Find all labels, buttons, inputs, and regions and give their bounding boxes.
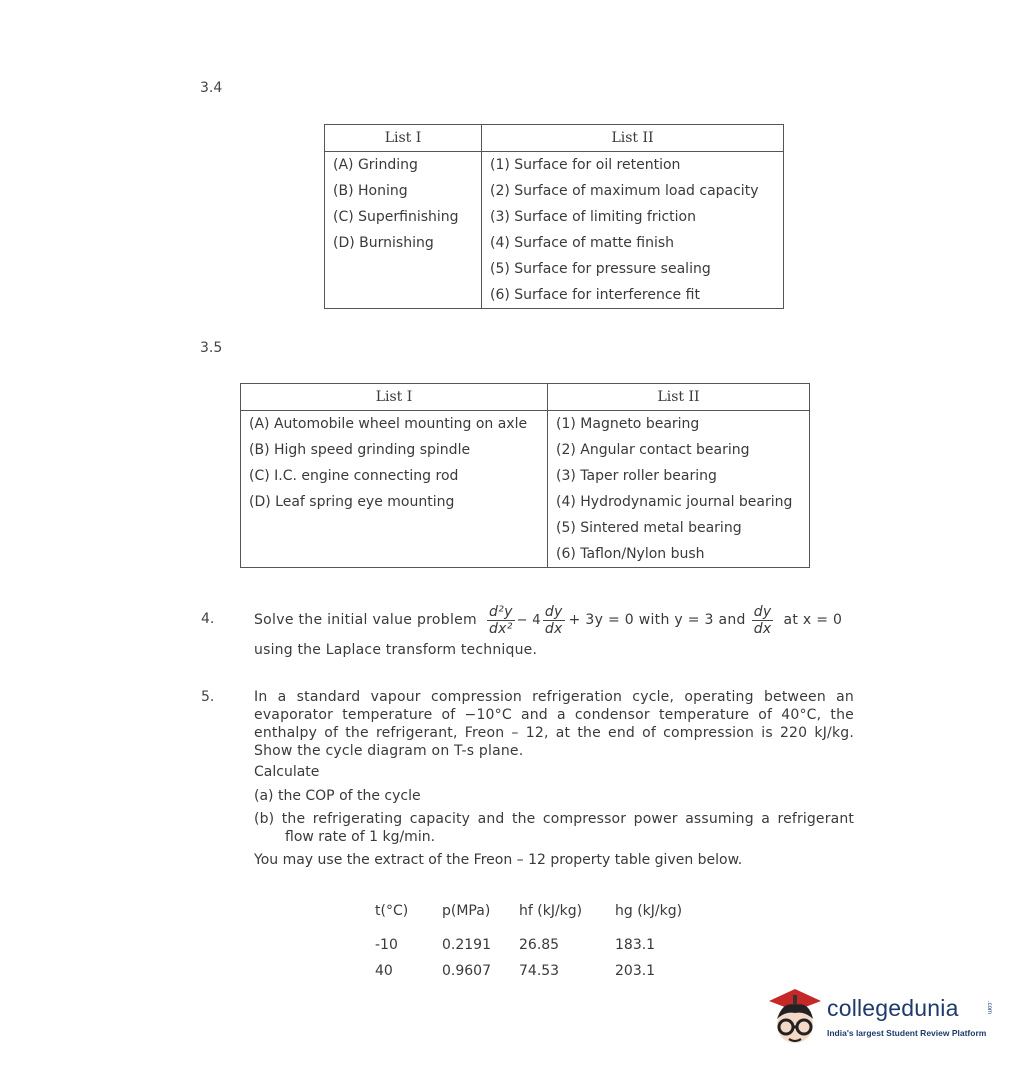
question-number-3-4: 3.4 [200,80,223,96]
question-4-equation [254,598,842,642]
part-b-line1: (b) the refrigerating capacity and the compressor power assuming a refrigerant [254,811,854,827]
fraction-denominator: dx² [488,620,513,637]
calculate-label: Calculate [254,764,320,780]
table-cell: -10 [375,937,398,953]
list1-item: (A) Automobile wheel mounting on axle [241,411,548,438]
table-cell: 40 [375,963,393,979]
table-cell: 26.85 [519,937,560,953]
equation-term: − 4 [516,612,541,628]
list2-item: (3) Taper roller bearing [556,468,717,484]
list2-item: (2) Surface of maximum load capacity [490,183,759,199]
table-row [241,411,810,438]
table-cell: 203.1 [615,963,656,979]
question-5-paragraph [254,688,854,760]
table-note: You may use the extract of the Freon – 12 property table given below. [254,852,743,868]
table-row [241,437,810,463]
question-number-4: 4. [201,611,215,627]
table-row [325,152,784,179]
paragraph-line: In a standard vapour compression refrigeration cycle, operating between an [254,689,854,705]
question-number-3-5: 3.5 [200,340,223,356]
question-number-5: 5. [201,689,215,705]
table-row [325,178,784,204]
collegedunia-logo [765,985,995,1055]
table-header-hg: hg (kJ/kg) [615,903,683,919]
list2-header: List II [548,384,810,411]
list2-item: (4) Surface of matte finish [490,235,675,251]
table-row [241,541,810,568]
part-b-line2: flow rate of 1 kg/min. [285,829,436,845]
table-row [325,256,784,282]
fraction-dy-dx [752,604,774,637]
list2-item: (6) Taflon/Nylon bush [556,546,705,562]
list2-item: (5) Surface for pressure sealing [490,261,711,277]
list1-item: (B) High speed grinding spindle [241,437,548,463]
list2-item: (3) Surface of limiting friction [490,209,696,225]
table-row [241,489,810,515]
list1-item: (B) Honing [325,178,482,204]
table-cell: 0.9607 [442,963,491,979]
table-row [241,515,810,541]
fraction-numerator: d²y [488,603,513,620]
table-header-hf: hf (kJ/kg) [519,903,583,919]
fraction-numerator: dy [753,603,772,620]
list1-item: (D) Burnishing [325,230,482,256]
fraction-numerator: dy [544,603,563,620]
table-header-t: t(°C) [375,903,409,919]
list1-item [325,282,482,309]
list1-header: List I [325,125,482,152]
property-table [375,898,682,984]
table-row [325,230,784,256]
logo-suffix: .com [986,1001,992,1015]
logo-tagline: India's largest Student Review Platform [827,1028,987,1038]
mascot-icon [765,985,825,1055]
table-cell: 183.1 [615,937,656,953]
table-row [325,282,784,309]
logo-wordmark: collegedunia [827,995,959,1021]
list2-header: List II [482,125,784,152]
matching-table-3-5 [240,383,810,568]
table-cell: 74.53 [519,963,560,979]
paragraph-line: Show the cycle diagram on T-s plane. [254,743,524,759]
list2-item: (2) Angular contact bearing [556,442,750,458]
fraction-denominator: dx [544,620,563,637]
table-row [375,958,682,984]
table-row [375,932,682,958]
table-cell: 0.2191 [442,937,491,953]
table-header-p: p(MPa) [442,903,491,919]
list2-item: (5) Sintered metal bearing [556,520,742,536]
paragraph-line: evaporator temperature of −10°C and a condensor temperature of 40°C, the [254,707,854,723]
list2-item: (1) Surface for oil retention [490,157,681,173]
list1-item: (C) Superfinishing [325,204,482,230]
list1-item [325,256,482,282]
part-a: (a) the COP of the cycle [254,788,421,804]
equation-term: + 3y = 0 with y = 3 and [568,612,746,628]
list1-header: List I [241,384,548,411]
list2-item: (4) Hydrodynamic journal bearing [556,494,793,510]
fraction-dy-dx [543,604,565,637]
list1-item: (D) Leaf spring eye mounting [241,489,548,515]
equation-term: at x = 0 [783,612,843,628]
list1-item: (A) Grinding [325,152,482,179]
fraction-d2y-dx2 [487,604,515,637]
list2-item: (6) Surface for interference fit [490,287,700,303]
fraction-denominator: dx [753,620,772,637]
list2-item: (1) Magneto bearing [556,416,700,432]
list1-item: (C) I.C. engine connecting rod [241,463,548,489]
paragraph-line: enthalpy of the refrigerant, Freon – 12, at the end of compression is 220 kJ/kg. [254,725,854,741]
matching-table-3-4 [324,124,784,309]
question-4-lead: Solve the initial value problem [254,612,477,628]
list1-item [241,515,548,541]
table-row [325,204,784,230]
table-row [241,463,810,489]
list1-item [241,541,548,568]
question-4-line2: using the Laplace transform technique. [254,642,538,658]
